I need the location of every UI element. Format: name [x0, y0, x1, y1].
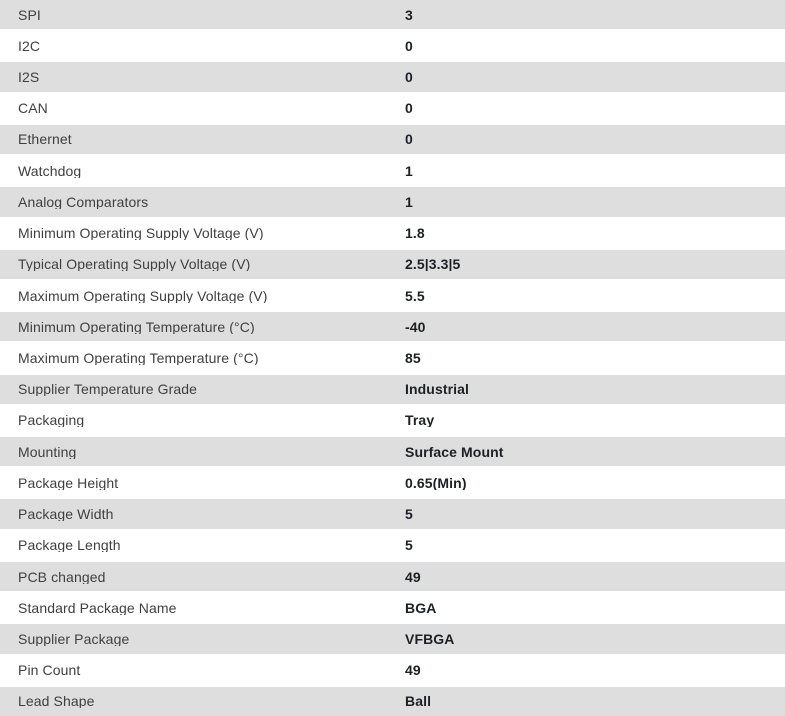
table-row: [0, 0, 785, 29]
row-label: Ethernet: [18, 132, 72, 147]
row-value: 0: [405, 38, 413, 53]
row-value: Ball: [405, 694, 432, 709]
row-value: Surface Mount: [405, 444, 504, 459]
row-value: 0.65(Min): [405, 475, 467, 490]
row-label: I2S: [18, 70, 40, 85]
row-label: SPI: [18, 7, 41, 22]
table-row: [0, 499, 785, 528]
table-row: [0, 624, 785, 653]
table-row: [0, 562, 785, 591]
table-row: [0, 281, 785, 310]
table-row: [0, 62, 785, 91]
row-label: Watchdog: [18, 163, 82, 178]
row-label: Package Width: [18, 507, 114, 522]
row-value: 1: [405, 163, 413, 178]
table-row: [0, 406, 785, 435]
table-row: [0, 156, 785, 185]
row-value: 0: [405, 70, 413, 85]
table-row: [0, 219, 785, 248]
row-label: Supplier Temperature Grade: [18, 382, 197, 397]
table-row: [0, 343, 785, 372]
table-row: [0, 312, 785, 341]
row-value: 2.5|3.3|5: [405, 257, 461, 272]
table-row: [0, 375, 785, 404]
row-value: 5.5: [405, 288, 425, 303]
row-value: Tray: [405, 413, 435, 428]
row-value: 5: [405, 507, 413, 522]
row-value: 0: [405, 101, 413, 116]
row-label: Typical Operating Supply Voltage (V): [18, 257, 251, 272]
row-label: Package Length: [18, 538, 121, 553]
table-row: [0, 31, 785, 60]
row-value: VFBGA: [405, 631, 455, 646]
row-label: PCB changed: [18, 569, 106, 584]
row-value: Industrial: [405, 382, 470, 397]
table-row: [0, 468, 785, 497]
row-label: Minimum Operating Temperature (°C): [18, 319, 255, 334]
row-value: 5: [405, 538, 413, 553]
row-label: I2C: [18, 38, 41, 53]
table-row: [0, 593, 785, 622]
table-row: [0, 687, 785, 716]
row-label: Maximum Operating Temperature (°C): [18, 350, 259, 365]
row-label: Standard Package Name: [18, 600, 177, 615]
table-row: [0, 125, 785, 154]
row-label: Packaging: [18, 413, 85, 428]
row-value: BGA: [405, 600, 437, 615]
row-value: 49: [405, 663, 421, 678]
row-label: Pin Count: [18, 663, 81, 678]
row-value: 3: [405, 7, 413, 22]
table-row: [0, 656, 785, 685]
row-value: 0: [405, 132, 413, 147]
table-row: [0, 250, 785, 279]
row-label: Lead Shape: [18, 694, 95, 709]
row-value: 1.8: [405, 226, 425, 241]
row-value: 1: [405, 194, 413, 209]
row-label: Mounting: [18, 444, 77, 459]
row-label: CAN: [18, 101, 48, 116]
row-label: Supplier Package: [18, 631, 130, 646]
row-value: 85: [405, 350, 421, 365]
table-row: [0, 94, 785, 123]
row-label: Package Height: [18, 475, 119, 490]
row-label: Analog Comparators: [18, 194, 149, 209]
row-value: 49: [405, 569, 421, 584]
row-label: Minimum Operating Supply Voltage (V): [18, 226, 264, 241]
row-value: -40: [405, 319, 426, 334]
table-row: [0, 531, 785, 560]
table-row: [0, 187, 785, 216]
table-row: [0, 437, 785, 466]
row-label: Maximum Operating Supply Voltage (V): [18, 288, 268, 303]
